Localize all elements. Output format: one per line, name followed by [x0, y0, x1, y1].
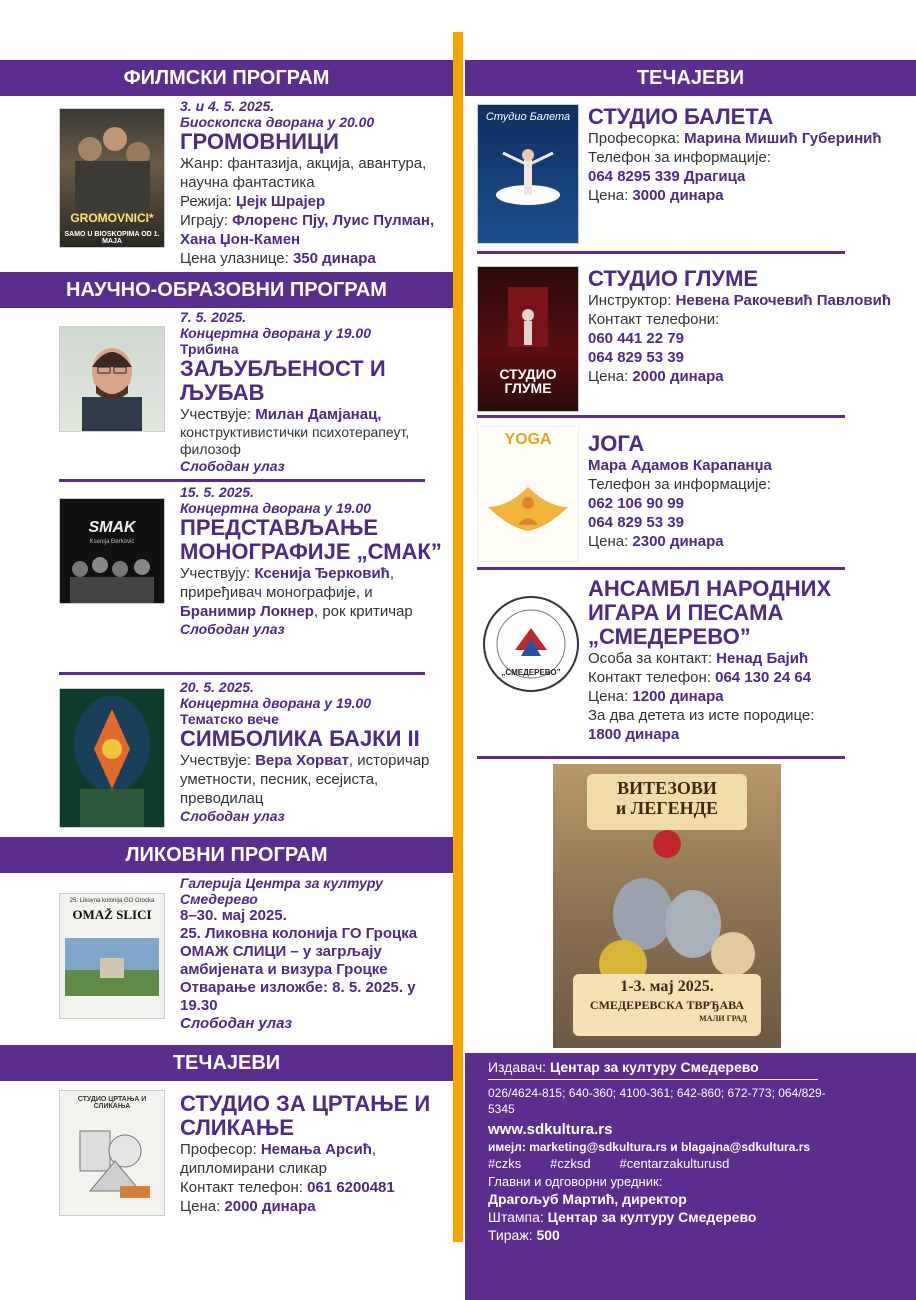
acting-poster — [477, 266, 579, 412]
e3-venue: Концертна дворана у 19.00 — [180, 695, 372, 711]
drawing-phone: Контакт телефон: 061 6200481 — [180, 1179, 395, 1196]
folk-logo — [483, 596, 579, 692]
knights-poster — [553, 764, 781, 1048]
e1-desc: конструктивистички психотерапеут, филозоф — [180, 424, 410, 457]
knights-dates: 1-3. мај 2025. — [620, 978, 714, 995]
sep-1 — [59, 479, 425, 482]
folk-price: Цена: 1200 динара — [588, 688, 724, 705]
footer-publisher: Издавач: Центар за културу Смедерево — [488, 1059, 759, 1075]
e3-date: 20. 5. 2025. — [180, 679, 254, 695]
yoga-phone-1: 062 106 90 99 — [588, 495, 684, 512]
film-cast: Играју: Флоренс Пју, Луис Пулман, Хана Џон-Камен — [180, 212, 435, 248]
e1-participant: Учествује: Милан Дамјанац, — [180, 406, 382, 423]
smak-author: Ksenija Đerković — [89, 539, 135, 545]
e1-title: ЗАЉУБЉЕНОСТ И ЉУБАВ — [180, 356, 386, 405]
film-date: 3. и 4. 5. 2025. — [180, 98, 275, 114]
acting-phone-2: 064 829 53 39 — [588, 349, 684, 366]
footer-editor: Драгољуб Мартић, директор — [488, 1191, 687, 1207]
e3-free: Слободан улаз — [180, 808, 285, 824]
courses-left-header: ТЕЧАЈЕВИ — [0, 1045, 453, 1081]
e3-type: Тематско вече — [180, 711, 279, 727]
ballet-poster — [477, 104, 579, 244]
ballet-title: СТУДИО БАЛЕТА — [588, 104, 774, 129]
science-e1 — [180, 309, 450, 474]
e3-participant: Учествује: Вера Хорват, историчар уметности, песник, есејиста, преводилац — [180, 752, 430, 807]
drawing-poster-art — [60, 1091, 164, 1215]
art-dates: 8–30. мај 2025. — [180, 907, 287, 924]
e3-title: СИМБОЛИКА БАЈКИ II — [180, 726, 420, 751]
ballet-phone: 064 8295 339 Драгица — [588, 168, 746, 185]
footer-web: www.sdkultura.rs — [488, 1121, 613, 1138]
ballet-phone-label: Телефон за информације: — [588, 149, 771, 166]
sep-2 — [59, 672, 425, 675]
folk-family: За два детета из исте породице: — [588, 707, 815, 724]
knights-place: СМЕДЕРЕВСКА ТВРЂАВА — [589, 998, 745, 1012]
art-poster-landscape — [60, 894, 164, 1018]
footer-tags: #czks #czksd #centarzakulturusd — [488, 1156, 730, 1171]
acting-price: Цена: 2000 динара — [588, 368, 724, 385]
drawing-teacher: Професор: Немања Арсић, дипломирани сликар — [180, 1141, 377, 1177]
acting-poster-title: СТУДИО ГЛУМЕ — [499, 366, 557, 396]
e2-free: Слободан улаз — [180, 621, 285, 637]
smak-band-art — [60, 499, 164, 603]
science-e2 — [180, 484, 450, 637]
ballet-price: Цена: 3000 динара — [588, 187, 724, 204]
footer-rule — [488, 1079, 818, 1080]
folk-contact: Особа за контакт: Ненад Бајић — [588, 650, 809, 667]
knights-sub: МАЛИ ГРАД — [699, 1014, 747, 1023]
film-poster-title: GROMOVNICI* — [70, 211, 154, 225]
film-poster — [59, 108, 165, 248]
drawing-poster — [59, 1090, 165, 1216]
art-header: ЛИКОВНИ ПРОГРАМ — [0, 837, 453, 873]
footer-editor-label: Главни и одговорни уредник: — [488, 1174, 663, 1189]
yoga-phone-2: 064 829 53 39 — [588, 514, 684, 531]
acting-title: СТУДИО ГЛУМЕ — [588, 266, 759, 291]
folk-block — [588, 577, 908, 744]
folk-title: АНСАМБЛ НАРОДНИХ ИГАРА И ПЕСАМА „СМЕДЕРЕВО” — [588, 576, 832, 649]
folk-family-price: 1800 динара — [588, 726, 680, 743]
science-header: НАУЧНО-ОБРАЗОВНИ ПРОГРАМ — [0, 272, 453, 308]
art-venue: Галерија Центра за културу Смедерево — [180, 875, 383, 907]
knights-title-2: и ЛЕГЕНДЕ — [615, 798, 719, 818]
art-opening: Отварање изложбе: 8. 5. 2025. у 19.30 — [180, 979, 416, 1014]
speaker-photo — [59, 326, 165, 432]
acting-teacher: Инструктор: Невена Ракочевић Павловић — [588, 292, 891, 309]
yoga-lotus-art — [478, 427, 578, 561]
art-poster-top: 25. Likovna kolonija GO Grocka — [69, 898, 155, 904]
drawing-price: Цена: 2000 динара — [180, 1198, 316, 1215]
acting-block — [588, 267, 908, 386]
film-price: Цена улазнице: 350 динара — [180, 250, 376, 267]
yoga-title: ЈОГА — [588, 431, 645, 456]
film-genre: Жанр: фантазија, акција, авантура, научна фантастика — [180, 155, 427, 191]
yoga-phone-label: Телефон за информације: — [588, 476, 771, 493]
acting-phone-1: 060 441 22 79 — [588, 330, 684, 347]
footer-email: имејл: marketing@sdkultura.rs и blagajna@sdkultura.rs — [488, 1140, 811, 1154]
knights-title-1: ВИТЕЗОВИ — [617, 778, 717, 798]
e2-venue: Концертна дворана у 19.00 — [180, 500, 372, 516]
art-poster — [59, 893, 165, 1019]
e1-venue: Концертна дворана у 19.00 — [180, 325, 372, 341]
e1-date: 7. 5. 2025. — [180, 309, 247, 325]
sep-r3 — [477, 567, 845, 570]
film-venue: Биоскопска дворана у 20.00 — [180, 114, 375, 130]
film-title: ГРОМОВНИЦИ — [180, 129, 339, 154]
smak-logo: SMAK — [88, 519, 136, 536]
yoga-price: Цена: 2300 динара — [588, 533, 724, 550]
film-poster-sub: SAMO U BIOSKOPIMA OD 1. MAJA — [64, 231, 160, 245]
film-header: ФИЛМСКИ ПРОГРАМ — [0, 60, 453, 96]
orange-divider — [453, 32, 463, 1242]
drawing-poster-title: СТУДИО ЦРТАЊА И СЛИКАЊА — [77, 1096, 147, 1110]
film-poster-art — [60, 109, 164, 247]
art-block — [180, 875, 448, 1033]
yoga-poster — [477, 426, 579, 562]
smak-book-cover — [59, 498, 165, 604]
science-e3 — [180, 679, 450, 824]
footer-print: Штампа: Центар за културу Смедерево — [488, 1209, 757, 1225]
footer-phones: 026/4624-815; 640-360; 4100-361; 642-860; 672-773; 064/829-5345 — [488, 1086, 826, 1116]
folk-logo-text: „СМЕДЕРЕВО” — [501, 668, 561, 677]
sep-r2 — [477, 415, 845, 418]
speaker-art — [60, 327, 164, 431]
e2-title: ПРЕДСТАВЉАЊЕ МОНОГРАФИЈЕ „СМАК” — [180, 515, 442, 564]
ballet-teacher: Професорка: Марина Мишић Губеринић — [588, 130, 882, 147]
yoga-poster-title: YOGA — [504, 431, 552, 448]
e2-participants: Учествују: Ксенија Ђерковић, приређивач монографије, и Бранимир Локнер, рок критичар — [180, 565, 413, 620]
footer-run: Тираж: 500 — [488, 1227, 560, 1243]
e1-type: Трибина — [180, 341, 239, 357]
ballet-dancer-art — [478, 105, 578, 243]
courses-right-header: ТЕЧАЈЕВИ — [465, 60, 916, 96]
sep-r1 — [477, 251, 845, 254]
drawing-title: СТУДИО ЗА ЦРТАЊЕ И СЛИКАЊЕ — [180, 1091, 431, 1140]
art-title: 25. Ликовна колонија ГО Гроцка ОМАЖ СЛИЦИ – у загрљају амбијената и визура Гроцке — [180, 925, 418, 978]
drawing-block — [180, 1092, 448, 1216]
footer-imprint — [465, 1053, 916, 1300]
fairytale-painting — [59, 688, 165, 828]
ballet-poster-title: Студио Балета — [485, 111, 571, 123]
folk-phone: Контакт телефон: 064 130 24 64 — [588, 669, 812, 686]
ballet-block — [588, 105, 908, 205]
film-director: Режија: Џејк Шрајер — [180, 193, 326, 210]
film-block — [180, 98, 450, 268]
e1-free: Слободан улаз — [180, 458, 285, 474]
art-free: Слободан улаз — [180, 1015, 293, 1032]
acting-phone-label: Контакт телефони: — [588, 311, 720, 328]
e2-date: 15. 5. 2025. — [180, 484, 254, 500]
sep-r4 — [477, 756, 845, 759]
yoga-teacher: Мара Адамов Карапанџа — [588, 457, 772, 474]
art-poster-title: OMAŽ SLICI — [72, 907, 152, 922]
yoga-block — [588, 432, 908, 551]
fairytale-art — [60, 689, 164, 827]
